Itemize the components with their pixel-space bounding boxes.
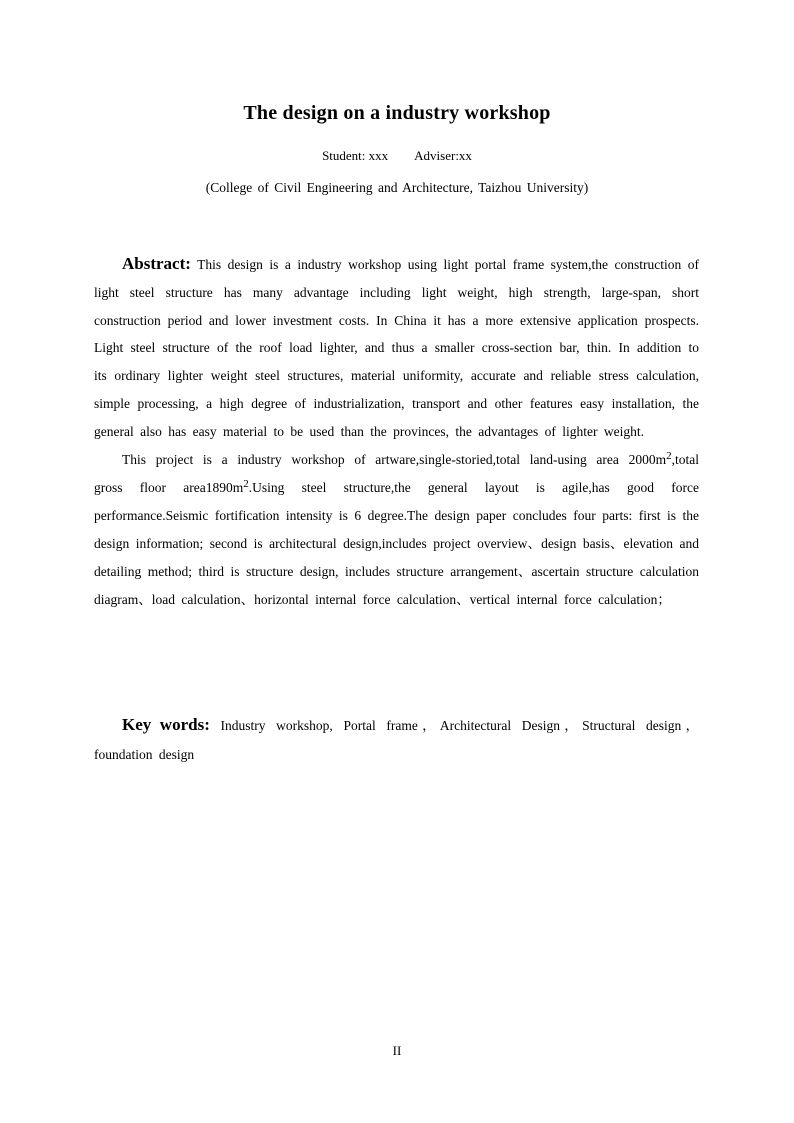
abstract-text-2a: This project is a industry workshop of artware,single-storied,total land-using area 2000m (122, 451, 667, 467)
abstract-paragraph-2 (94, 446, 699, 614)
author-line (0, 148, 794, 164)
adviser-name: Adviser:xx (414, 148, 472, 163)
affiliation: (College of Civil Engineering and Architecture, Taizhou University) (205, 180, 589, 195)
page-number: II (392, 1043, 402, 1058)
abstract-text-2b: ,total gross floor area1890m (94, 451, 699, 495)
abstract-text-1: This design is a industry workshop using light portal frame system,the construction of light steel structure has many advantage including light weight, high strength, large-span, short construction period and lower investment costs. In China it has a more extensive application prospects. Light steel structure of the roof load lighter, and thus a smaller cross-section bar, thin. In addition to its ordinary lighter weight steel structures, material uniformity, accurate and reliable stress calculation, simple processing, a high degree of industrialization, transport and other features easy installation, the general also has easy material to be used than the provinces, the advantages of lighter weight. (94, 257, 699, 439)
abstract-label: Abstract: (122, 254, 191, 273)
document-title: The design on a industry workshop (243, 102, 551, 124)
abstract-paragraph-1 (94, 250, 699, 446)
keywords-label: Key words: (122, 715, 210, 734)
keywords-paragraph (94, 710, 699, 769)
keywords-text: Industry workshop, Portal frame，Architectural Design，Structural design，foundation design (94, 718, 700, 762)
superscript-squared: 2 (243, 477, 249, 490)
abstract-text-2c: .Using steel structure,the general layout is agile,has good force performance.Seismic fortification intensity is 6 degree.The design paper concludes four parts: first is the design information; second is architectural design,includes project overview、design basis、elevation and detailing method; third is structure design, includes structure arrangement、ascertain structure calculation diagram、load calculation、horizontal internal force calculation、vertical internal force calculation； (94, 479, 699, 607)
superscript-squared: 2 (666, 449, 672, 462)
student-name: Student: xxx (322, 148, 389, 163)
keywords-section (94, 710, 699, 769)
abstract-section (94, 250, 699, 614)
